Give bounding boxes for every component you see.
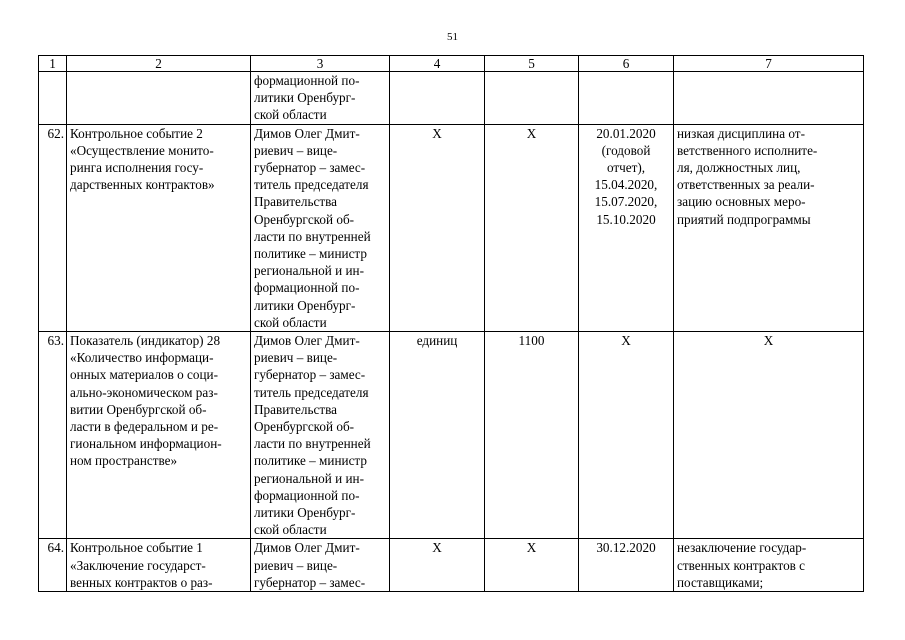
page-number: 51 [447,31,458,43]
cell-risk: незаключение государ- ственных контрактов с поставщиками; [674,539,864,592]
cell-value: Х [485,539,579,592]
cell-risk: низкая дисциплина от- ветственного исполните- ля, должностных лиц, ответственных за реали- зацию основных меро- приятий подпрограммы [674,124,864,331]
cell-event [67,72,251,125]
cell-risk [674,72,864,125]
cell-date: 20.01.2020 (годовой отчет), 15.04.2020, 15.07.2020, 15.10.2020 [579,124,674,331]
column-header: 4 [390,56,485,72]
column-header: 3 [251,56,390,72]
cell-event: Показатель (индикатор) 28 «Количество информаци- онных материалов о соци- ально-экономическом раз- витии Оренбургской об- ласти в федеральном и ре- гиональном информацион- ном пространстве» [67,332,251,539]
cell-responsible: Димов Олег Дмит- риевич – вице- губернатор – замес- титель председателя Правительства Оренбургской об- ласти по внутренней политике – министр региональной и ин- формационной по- литики Оренбург- ской области [251,124,390,331]
cell-responsible: Димов Олег Дмит- риевич – вице- губернатор – замес- титель председателя Правительства Оренбургской об- ласти по внутренней политике – министр региональной и ин- формационной по- литики Оренбург- ской области [251,332,390,539]
table-row [39,332,864,539]
cell-value [485,72,579,125]
cell-unit [390,72,485,125]
cell-event: Контрольное событие 1 «Заключение государст- венных контрактов о раз- [67,539,251,592]
cell-responsible: Димов Олег Дмит- риевич – вице- губернатор – замес- [251,539,390,592]
cell-date: 30.12.2020 [579,539,674,592]
cell-num: 64. [39,539,67,592]
column-header: 5 [485,56,579,72]
cell-responsible: формационной по- литики Оренбург- ской области [251,72,390,125]
cell-date: Х [579,332,674,539]
column-number-row [39,56,864,72]
plan-table [38,55,864,592]
cell-unit: единиц [390,332,485,539]
column-header: 2 [67,56,251,72]
cell-risk: Х [674,332,864,539]
cell-unit: Х [390,124,485,331]
cell-value: Х [485,124,579,331]
table-row [39,539,864,592]
table-row-continuation [39,72,864,125]
table-row [39,124,864,331]
column-header: 7 [674,56,864,72]
cell-value: 1100 [485,332,579,539]
column-header: 1 [39,56,67,72]
cell-num: 62. [39,124,67,331]
cell-event: Контрольное событие 2 «Осуществление монито- ринга исполнения госу- дарственных контрактов» [67,124,251,331]
cell-date [579,72,674,125]
column-header: 6 [579,56,674,72]
cell-num: 63. [39,332,67,539]
cell-num [39,72,67,125]
cell-unit: Х [390,539,485,592]
